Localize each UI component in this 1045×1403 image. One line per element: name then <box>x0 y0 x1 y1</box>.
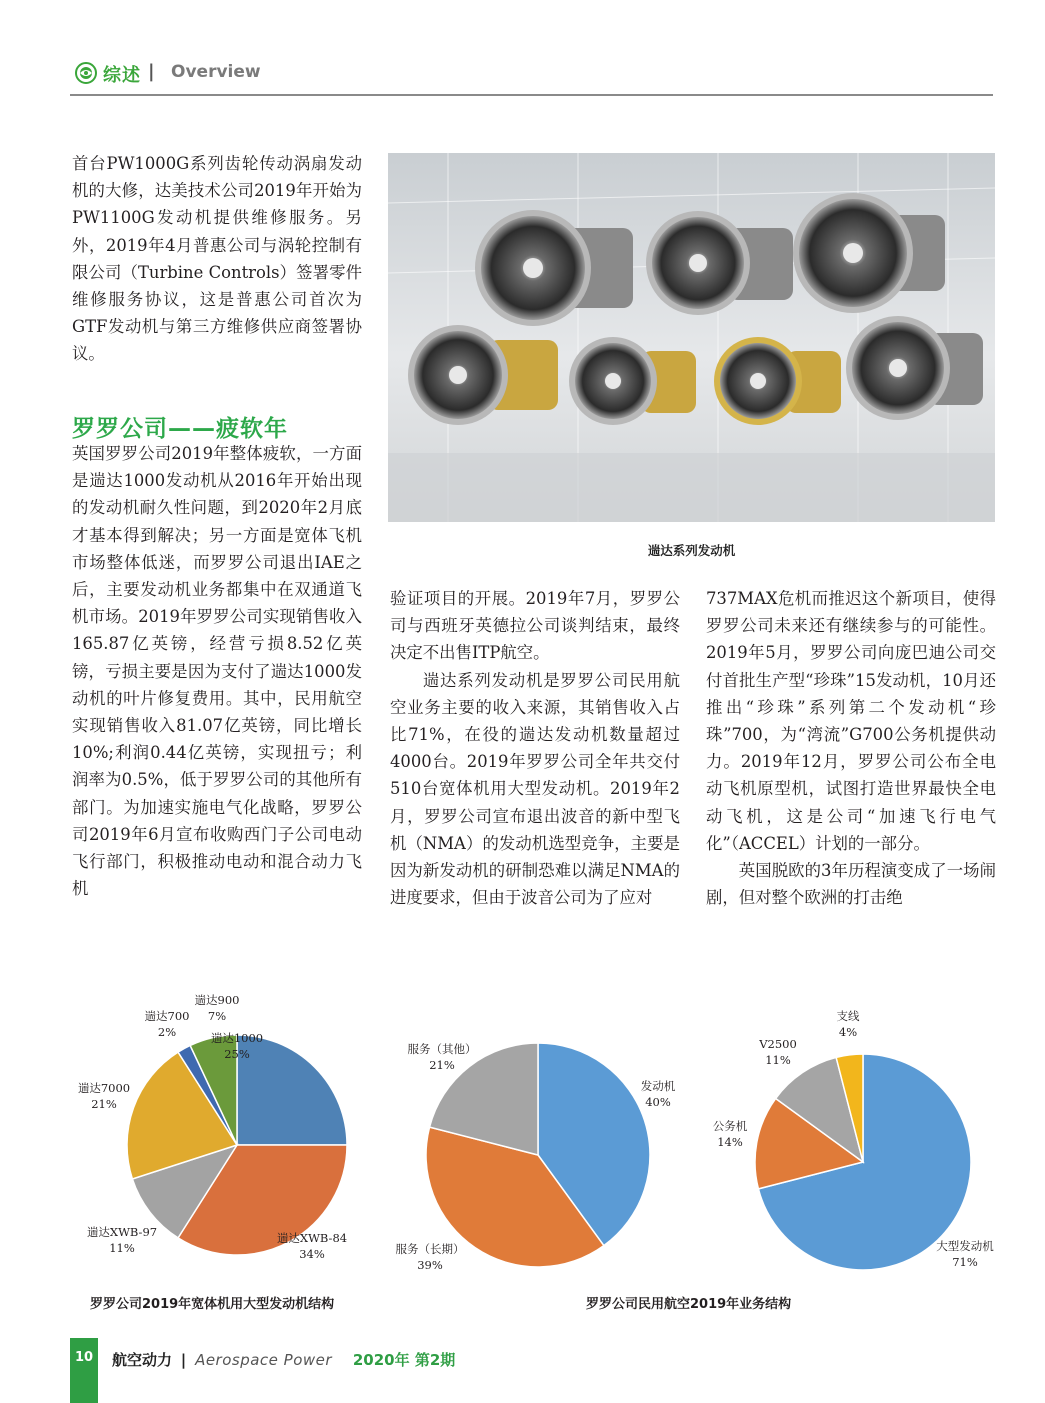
slice-label: 遄达700 <box>144 1009 190 1023</box>
paragraph: 遄达系列发动机是罗罗公司民用航空业务主要的收入来源，其销售收入占比71%，在役的遄达发动机数量超过4000台。2019年罗罗公司全年共交付510台宽体机用大型发动机。2019年2月，罗罗公司宣布退出波音的新中型飞机（NMA）的发动机选型竞争，主要是因为新发动机的研制恐难以满足NMA的进度要求，但由于波音公司为了应对 <box>390 670 680 908</box>
paragraph: 737MAX危机而推迟这个新项目，使得罗罗公司未来还有继续参与的可能性。2019年5月，罗罗公司向庞巴迪公司交付首批生产型“珍珠”15发动机，10月还推出“珍珠”系列第二个发动机“珍珠”700，为“湾流”G700公务机提供动力。2019年12月，罗罗公司公布全电动飞机原型机，试图打造世界最快全电动飞机，这是公司“加速飞行电气化”（ACCEL）计划的一部分。 <box>706 589 996 853</box>
slice-label: 遄达XWB-97 <box>86 1225 158 1239</box>
column-1-intro <box>72 150 362 368</box>
slice-value-label: 7% <box>207 1009 227 1023</box>
slice-value-label: 2% <box>157 1025 177 1039</box>
slice-label: 服务（长期） <box>395 1242 465 1256</box>
footer-bar <box>70 1338 98 1403</box>
footer <box>112 1349 455 1370</box>
slice-value-label: 4% <box>838 1025 858 1039</box>
pie-slice <box>237 1035 347 1145</box>
slice-value-label: 25% <box>224 1047 250 1061</box>
slice-label: 大型发动机 <box>936 1239 994 1253</box>
slice-label: 公务机 <box>712 1119 748 1133</box>
photo-caption: 遄达系列发动机 <box>647 543 736 558</box>
column-2 <box>390 585 680 911</box>
magazine-name-zh: 航空动力 <box>112 1351 173 1369</box>
footer-separator: | <box>180 1351 187 1369</box>
page-header <box>75 60 993 88</box>
chart-caption: 罗罗公司2019年宽体机用大型发动机结构 <box>90 1297 335 1312</box>
slice-value-label: 11% <box>765 1053 791 1067</box>
slice-label: 遄达1000 <box>210 1031 264 1045</box>
slice-value-label: 11% <box>109 1241 135 1255</box>
paragraph: 验证项目的开展。2019年7月，罗罗公司与西班牙英德拉公司谈判结束，最终决定不出售ITP航空。 <box>390 589 680 663</box>
engine-photo <box>388 153 995 522</box>
page-number: 10 <box>74 1350 94 1365</box>
pie-chart-engine-segments <box>700 1000 1020 1275</box>
slice-value-label: 40% <box>645 1095 671 1109</box>
header-rule <box>70 94 993 96</box>
slice-label: 遄达7000 <box>77 1081 131 1095</box>
column-1-body <box>72 440 362 902</box>
slice-value-label: 21% <box>429 1058 455 1072</box>
chart-caption: 罗罗公司民用航空2019年业务结构 <box>586 1297 792 1312</box>
slice-label: 遄达XWB-84 <box>276 1231 348 1245</box>
slice-value-label: 34% <box>299 1247 325 1261</box>
globe-logo-icon <box>75 62 97 84</box>
pie-chart-civil-business <box>390 1025 700 1275</box>
slice-value-label: 14% <box>717 1135 743 1149</box>
column-3 <box>706 585 996 911</box>
magazine-name-en: Aerospace Power <box>195 1351 333 1369</box>
section-heading: 罗罗公司——疲软年 <box>72 416 288 442</box>
paragraph: 英国罗罗公司2019年整体疲软，一方面是遄达1000发动机从2016年开始出现的发动机耐久性问题，到2020年2月底才基本得到解决；另一方面是宽体飞机市场整体低迷，而罗罗公司退出IAE之后，主要发动机业务都集中在双通道飞机市场。2019年罗罗公司实现销售收入165.87亿英镑，经营亏损8.52亿英镑，亏损主要是因为支付了遄达1000发动机的叶片修复费用。其中，民用航空实现销售收入81.07亿英镑，同比增长10%;利润0.44亿英镑，实现扭亏；利润率为0.5%，低于罗罗公司的其他所有部门。为加速实施电气化战略，罗罗公司2019年6月宣布收购西门子公司电动飞行部门，积极推动电动和混合动力飞机 <box>72 444 362 899</box>
slice-label: V2500 <box>759 1037 797 1051</box>
issue-label: 2020年 第2期 <box>352 1351 456 1369</box>
slice-value-label: 21% <box>91 1097 117 1111</box>
section-name-zh: 综述 <box>103 65 141 86</box>
slice-label: 遄达900 <box>194 993 240 1007</box>
paragraph: 英国脱欧的3年历程演变成了一场闹剧，但对整个欧洲的打击绝 <box>706 861 996 908</box>
paragraph: 首台PW1000G系列齿轮传动涡扇发动机的大修，达美技术公司2019年开始为PW1100G发动机提供维修服务。另外，2019年4月普惠公司与涡轮控制有限公司（Turbine Controls）签署零件维修服务协议，这是普惠公司首次为GTF发动机与第三方维修供应商签署协议。 <box>72 154 362 364</box>
slice-label: 支线 <box>836 1009 860 1023</box>
header-separator: | <box>148 61 155 82</box>
slice-value-label: 71% <box>952 1255 978 1269</box>
pie-chart-widebody-engines <box>62 990 392 1275</box>
slice-label: 服务（其他） <box>407 1042 477 1056</box>
slice-label: 发动机 <box>640 1079 676 1093</box>
section-name-en: Overview <box>171 62 261 82</box>
slice-value-label: 39% <box>417 1258 443 1272</box>
